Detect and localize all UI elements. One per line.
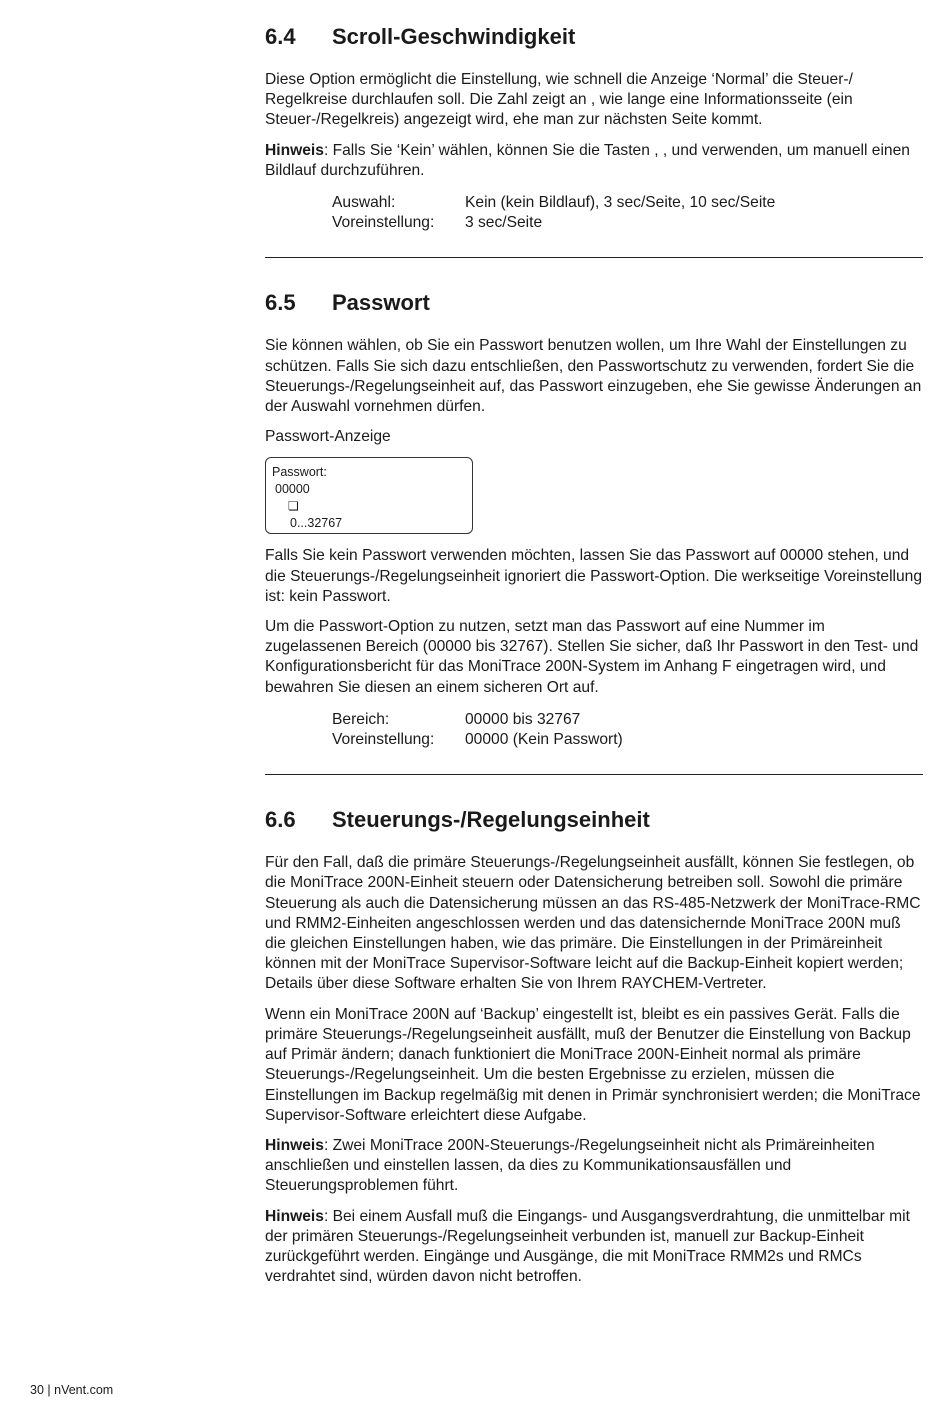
settings-row: [332, 730, 923, 750]
display-line: 00000: [275, 482, 310, 497]
checkbox-icon: ❏: [288, 499, 299, 514]
password-display: [265, 457, 473, 534]
settings-row: [332, 710, 923, 730]
paragraph: Wenn ein MoniTrace 200N auf ‘Backup’ eingestellt ist, bleibt es ein passives Gerät. Falls die primäre Steuerungs-/Regelungseinheit ausfällt, muß der Benutzer die Einstellung von Backup auf Primär ändern; danach funktioniert die MoniTrace 200N-Einheit normal als primäre Steuerungs-/Regelungseinheit. Um die besten Ergebnisse zu erzielen, müssen die Einstellungen im Backup regelmäßig mit denen in Primär synchronisiert werden; die MoniTrace Supervisor-Software erleichtert diese Aufgabe.: [265, 1005, 921, 1124]
section-number: 6.5: [265, 290, 296, 316]
settings-table: [332, 710, 923, 750]
section-divider: [265, 257, 923, 258]
section-divider: [265, 774, 923, 775]
note-label: Hinweis: [265, 1136, 324, 1154]
page-number: 30: [30, 1383, 44, 1397]
note-text: : Zwei MoniTrace 200N-Steuerungs-/Regelungseinheit nicht als Primäreinheiten anschließen und einstellen lassen, da dies zu Kommunikationsausfällen und Steuerungsproblemen führt.: [265, 1136, 875, 1195]
section-title: Passwort: [332, 290, 430, 316]
display-line: Passwort:: [272, 465, 327, 480]
paragraph: Sie können wählen, ob Sie ein Passwort benutzen wollen, um Ihre Wahl der Einstellungen zu schützen. Falls Sie sich dazu entschließen, den Passwortschutz zu verwenden, fordert Sie die Steuerungs-/Regelungseinheit auf, das Passwort einzugeben, ehe Sie gewisse Änderungen an der Auswahl vornehmen dürfen.: [265, 337, 922, 416]
section-title: Scroll-Geschwindigkeit: [332, 24, 576, 49]
section-title: Steuerungs-/Regelungseinheit: [332, 807, 650, 833]
note-paragraph: [265, 1136, 923, 1197]
note-label: Hinweis: [265, 1207, 324, 1225]
section-number: 6.4: [265, 24, 296, 49]
settings-label: Bereich:: [332, 710, 390, 728]
settings-row: [332, 193, 923, 213]
note-paragraph: [265, 141, 923, 181]
settings-value: 00000 bis 32767: [465, 710, 581, 728]
settings-value: 3 sec/Seite: [465, 214, 543, 232]
page-footer: [30, 1383, 113, 1397]
section-6-6-heading: [265, 805, 923, 835]
settings-table: [332, 193, 923, 233]
note-text: : Falls Sie ‘Kein’ wählen, können Sie die Tasten , , und verwenden, um manuell einen Bildlauf durchzuführen.: [265, 141, 910, 179]
settings-label: Auswahl:: [332, 194, 396, 212]
settings-value: 00000 (Kein Passwort): [465, 731, 623, 749]
settings-label: Voreinstellung:: [332, 214, 435, 232]
page-content: [265, 22, 923, 1297]
settings-row: [332, 213, 923, 233]
section-number: 6.6: [265, 807, 296, 833]
section-6-5-heading: [265, 288, 923, 318]
settings-value: Kein (kein Bildlauf), 3 sec/Seite, 10 sec/Seite: [465, 194, 776, 212]
paragraph: Um die Passwort-Option zu nutzen, setzt man das Passwort auf eine Nummer im zugelassenen Bereich (00000 bis 32767). Stellen Sie sicher, daß Ihr Passwort in den Test- und Konfigurationsbericht für das MoniTrace 200N-System im Anhang F eingetragen wird, und bewahren Sie diesen an einem sicheren Ort auf.: [265, 618, 919, 696]
display-line: 0...32767: [290, 516, 343, 531]
display-caption: Passwort-Anzeige: [265, 428, 391, 446]
note-label: Hinweis: [265, 141, 324, 159]
note-paragraph: [265, 1207, 923, 1288]
footer-separator: |: [47, 1383, 51, 1397]
section-6-4-heading: [265, 22, 923, 52]
paragraph: Falls Sie kein Passwort verwenden möchten, lassen Sie das Passwort auf 00000 stehen, und die Steuerungs-/Regelungseinheit ignoriert die Passwort-Option. Die werkseitige Voreinstellung ist: kein Passwort.: [265, 547, 923, 605]
note-text: : Bei einem Ausfall muß die Eingangs- und Ausgangsverdrahtung, die unmittelbar mit der primären Steuerungs-/Regelungseinheit verbunden ist, manuell zur Backup-Einheit zurückgeführt werden. Eingänge und Ausgänge, die mit MoniTrace RMM2s und RMCs verdrahtet sind, würden davon nicht betroffen.: [265, 1207, 910, 1286]
paragraph: Diese Option ermöglicht die Einstellung, wie schnell die Anzeige ‘Normal’ die Steuer-/ Regelkreise durchlaufen soll. Die Zahl zeigt an , wie lange eine Informationsseite (ein Steuer-/Regelkreis) angezeigt wird, ehe man zur nächsten Seite kommt.: [265, 71, 853, 129]
settings-label: Voreinstellung:: [332, 731, 435, 749]
footer-site-link[interactable]: nVent.com: [54, 1383, 114, 1397]
paragraph: Für den Fall, daß die primäre Steuerungs-/Regelungseinheit ausfällt, können Sie festlegen, ob die MoniTrace 200N-Einheit steuern oder Datensicherung betreiben soll. Sowohl die primäre Steuerung als auch die Datensicherung müssen an das RS-485-Netzwerk der MoniTrace-RMC und RMM2-Einheiten angeschlossen werden und das datensichernde MoniTrace 200N muß die gleichen Einstellungen haben, wie das primäre. Die Einstellungen in der Primäreinheit können mit der MoniTrace Supervisor-Software leicht auf die Backup-Einheit kopiert werden; Details über diese Software erhalten Sie von Ihrem RAYCHEM-Vertreter.: [265, 854, 921, 993]
